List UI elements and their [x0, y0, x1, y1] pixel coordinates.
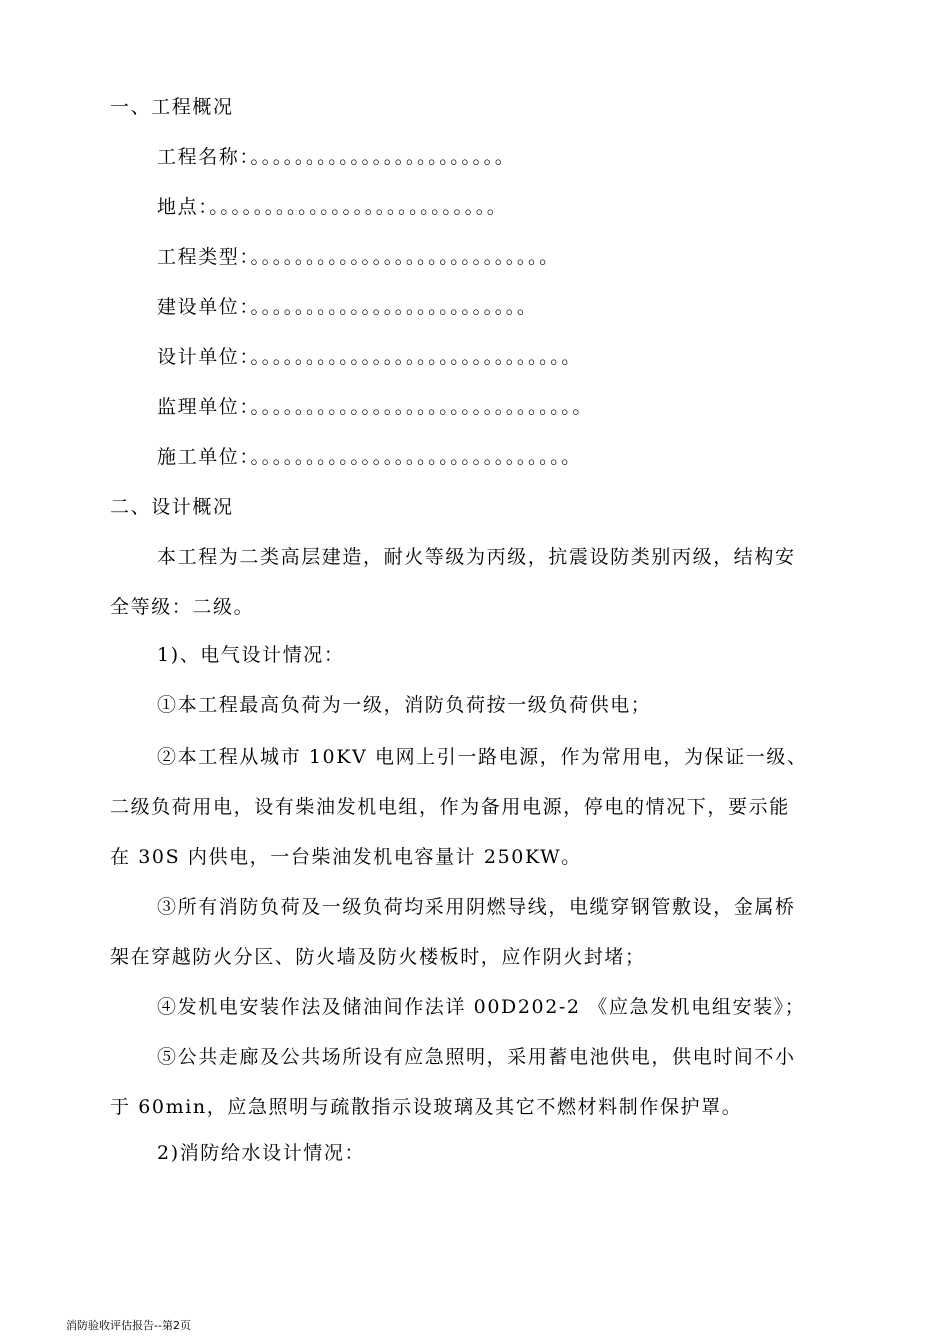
- electrical-item-5-line1: ⑤公共走廊及公共场所设有应急照明，采用蓄电池供电，供电时间不小: [157, 1046, 796, 1068]
- electrical-item-4: ④发机电安装作法及储油间作法详 00D202-2 《应急发机电组安装》；: [157, 996, 806, 1018]
- field-contractor-unit: 施工单位：。。。。。。。。。。。。。。。。。。。。。。。。。。。。。: [157, 446, 582, 468]
- electrical-item-5-line2: 于 60min，应急照明与疏散指示设玻璃及其它不燃材料制作保护罩。: [110, 1096, 743, 1118]
- electrical-item-2-line3: 在 30S 内供电，一台柴油发机电容量计 250KW。: [110, 846, 582, 868]
- paragraph-building-class-line2: 全等级：二级。: [110, 596, 255, 618]
- electrical-item-2-line2: 二级负荷用电，设有柴油发机电组，作为备用电源，停电的情况下，要示能: [110, 796, 790, 818]
- field-supervision-unit: 监理单位：。。。。。。。。。。。。。。。。。。。。。。。。。。。。。。: [157, 396, 594, 418]
- subheading-fire-water-design: 2)消防给水设计情况：: [157, 1142, 366, 1164]
- subheading-electrical-design: 1)、电气设计情况：: [157, 644, 345, 666]
- field-project-name: 工程名称：。。。。。。。。。。。。。。。。。。。。。。。: [157, 146, 516, 168]
- electrical-item-2-line1: ②本工程从城市 10KV 电网上引一路电源，作为常用电，为保证一级、: [157, 746, 808, 768]
- field-design-unit: 设计单位：。。。。。。。。。。。。。。。。。。。。。。。。。。。。。: [157, 346, 582, 368]
- electrical-item-3-line2: 架在穿越防火分区、防火墙及防火楼板时，应作阴火封堵；: [110, 946, 646, 968]
- section-heading-design-overview: 二、设计概况: [110, 496, 234, 518]
- section-heading-project-overview: 一、工程概况: [110, 96, 234, 118]
- field-construction-unit: 建设单位：。。。。。。。。。。。。。。。。。。。。。。。。。: [157, 296, 538, 318]
- paragraph-building-class-line1: 本工程为二类高层建造，耐火等级为丙级，抗震设防类别丙级，结构安: [157, 546, 796, 568]
- electrical-item-3-line1: ③所有消防负荷及一级负荷均采用阴燃导线，电缆穿钢管敷设，金属桥: [157, 896, 796, 918]
- field-project-type: 工程类型：。。。。。。。。。。。。。。。。。。。。。。。。。。。: [157, 246, 560, 268]
- field-location: 地点：。。。。。。。。。。。。。。。。。。。。。。。。。。: [157, 196, 508, 218]
- electrical-item-1: ①本工程最高负荷为一级，消防负荷按一级负荷供电；: [157, 694, 652, 716]
- page-footer: 消防验收评估报告--第2页: [66, 1319, 191, 1332]
